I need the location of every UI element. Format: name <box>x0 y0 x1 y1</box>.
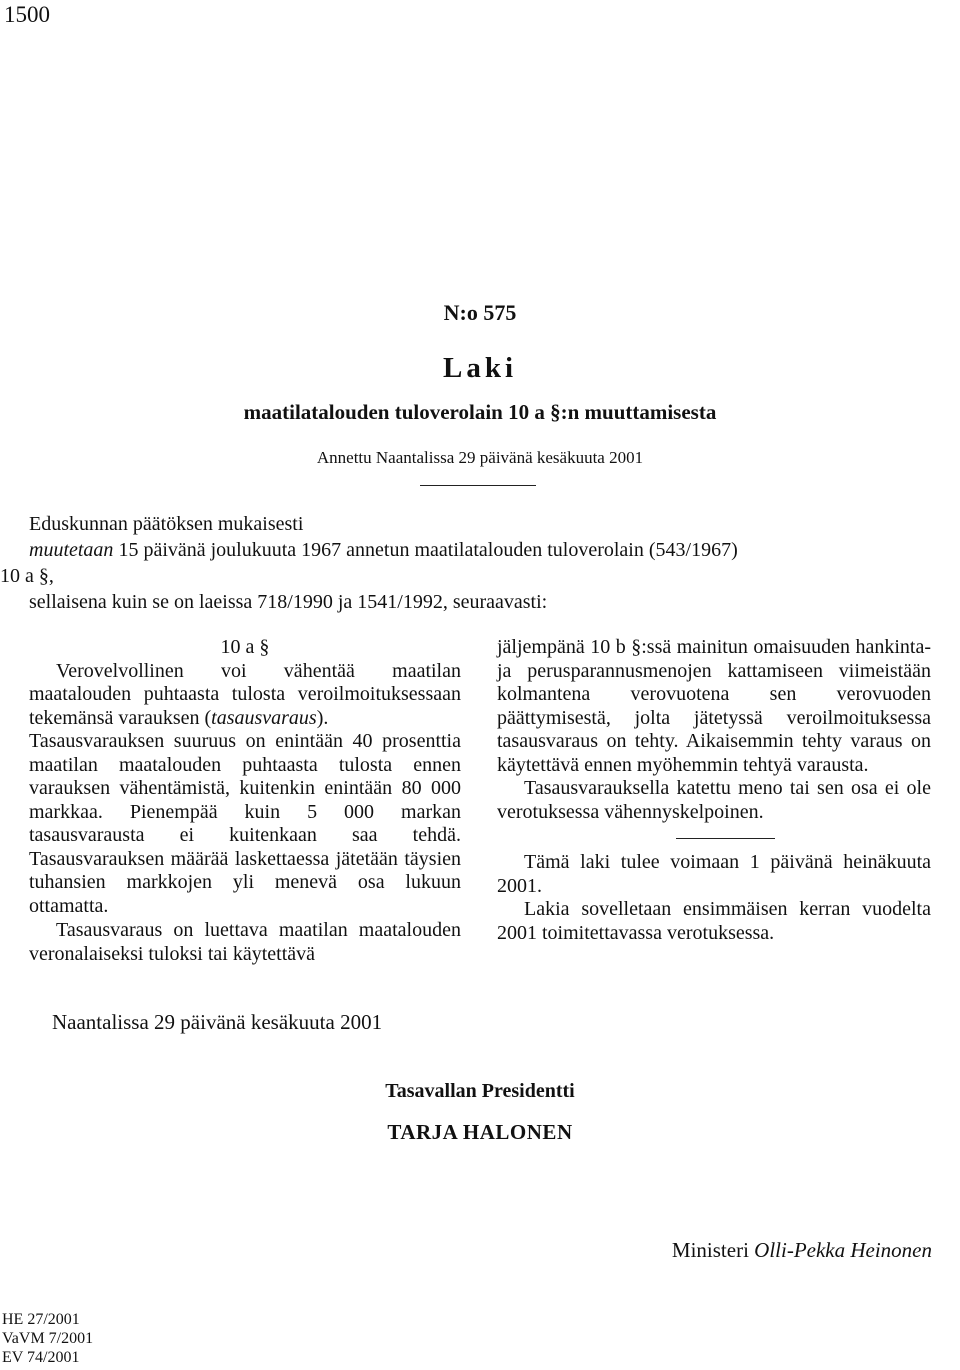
section-paragraph-1-text: Verovelvollinen voi vähentää maatilan maatalouden puhtaasta tulosta veroilmoituksessaan tekemänsä varauksen ( <box>29 659 461 729</box>
section-paragraph-3-start: Tasausvaraus on luettava maatilan maatalouden veronalaiseksi tuloksi tai käytettävä <box>29 919 461 965</box>
preamble-line-2 <box>29 538 738 562</box>
left-column <box>29 636 461 966</box>
reference-item: EV 74/2001 <box>2 1349 80 1366</box>
page-number: 1500 <box>4 2 50 27</box>
signature-title: Tasavallan Presidentti <box>385 1080 575 1102</box>
section-paragraph-1-term: tasausvaraus <box>211 706 317 729</box>
entry-into-force-1: Tämä laki tulee voimaan 1 päivänä heinäkuuta 2001. <box>497 851 931 897</box>
minister-signature <box>672 1238 932 1263</box>
preamble-line-4: sellaisena kuin se on laeissa 718/1990 ja 1541/1992, seuraavasti: <box>29 591 548 613</box>
reference-item: HE 27/2001 <box>2 1311 80 1328</box>
section-paragraph-1 <box>29 660 461 731</box>
section-paragraph-3-continued: jäljempänä 10 b §:ssä mainitun omaisuuden hankinta- ja perusparannusmenojen kattamiseen viimeistään kolmantena verovuotena sen verovuoden päättymisestä, jolta jätetyssä veroilmoituksessa tasausvaraus on tehty. Aikaisemmin tehty varaus on käytettävä ennen myöhemmin tehtyä varausta. <box>497 636 931 776</box>
title-divider <box>420 485 536 486</box>
preamble-verb: muutetaan <box>29 539 114 561</box>
law-subtitle: maatilatalouden tuloverolain 10 a §:n muuttamisesta <box>243 400 717 424</box>
entry-into-force-2: Lakia sovelletaan ensimmäisen kerran vuodelta 2001 toimitettavassa verotuksessa. <box>497 898 931 944</box>
preamble-line-2-rest: 15 päivänä joulukuuta 1967 annetun maatilatalouden tuloverolain (543/1967) <box>113 539 738 561</box>
section-paragraph-4: Tasausvarauksella katettu meno tai sen osa ei ole verotuksessa vähennyskelpoinen. <box>497 777 931 823</box>
references <box>2 1310 93 1367</box>
law-title: Laki <box>442 352 518 384</box>
signature-name: TARJA HALONEN <box>387 1120 573 1144</box>
preamble-line-1: Eduskunnan päätöksen mukaisesti <box>29 513 304 535</box>
law-number: N:o 575 <box>443 300 517 325</box>
given-date: Annettu Naantalissa 29 päivänä kesäkuuta 2001 <box>316 448 644 467</box>
section-paragraph-1-end: ). <box>316 706 329 729</box>
preamble-line-3: 10 a §, <box>0 565 54 587</box>
signature-place-date: Naantalissa 29 päivänä kesäkuuta 2001 <box>52 1010 383 1034</box>
right-column <box>497 636 931 945</box>
reference-item: VaVM 7/2001 <box>2 1330 94 1347</box>
section-heading: 10 a § <box>220 636 270 658</box>
minister-name: Olli-Pekka Heinonen <box>754 1238 932 1262</box>
section-paragraph-2: Tasausvarauksen suuruus on enintään 40 prosenttia maatilan maatalouden puhtaasta tulosta ennen varauksen vähentämistä, kuitenkin enintään 80 000 markkaa. Pienempää kuin 5 000 markan tasausvarausta ei kuitenkaan saa tehdä. Tasausvarauksen määrää laskettaessa jätetään täysien tuhansien markkojen yli menevä osa lukuun ottamatta. <box>29 730 461 917</box>
section-divider <box>676 838 775 839</box>
minister-title: Ministeri <box>671 1238 749 1262</box>
